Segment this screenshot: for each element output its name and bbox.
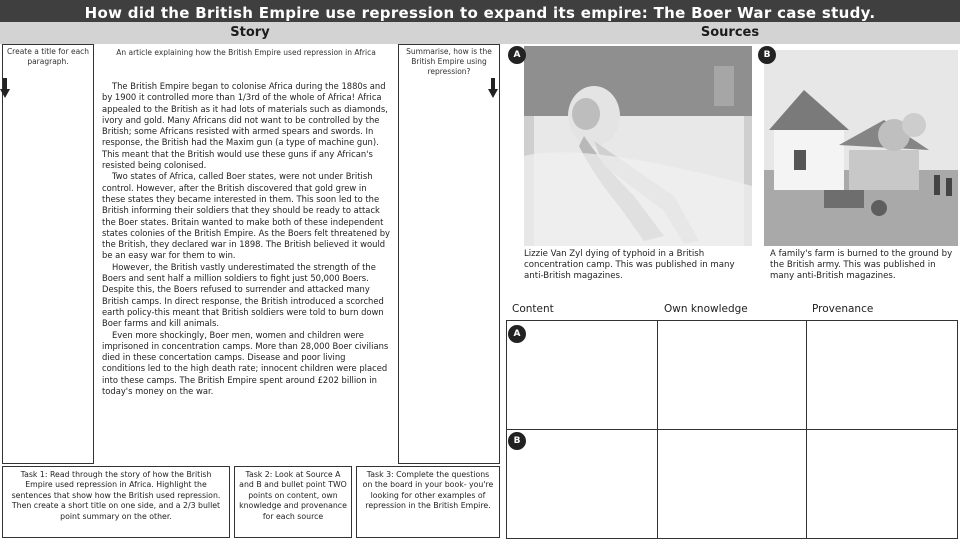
source-b-image [764,50,958,246]
source-a-caption: Lizzie Van Zyl dying of typhoid in a British concentration camp. This was published in many anti-British magazines. [524,249,735,281]
article-heading: An article explaining how the British Empire used repression in Africa [116,48,376,57]
column-header-own-knowledge: Own knowledge [664,303,748,315]
burning-farm-photo-icon [764,50,958,246]
row-badge-a: A [508,325,526,343]
table-cell-a-own-knowledge[interactable] [657,320,807,430]
table-cell-a-provenance[interactable] [806,320,958,430]
source-a-image [524,46,752,246]
table-cell-b-content[interactable] [506,429,658,539]
source-a-badge: A [508,46,526,64]
story-header [0,22,500,44]
source-b-badge: B [758,46,776,64]
down-arrow-icon [488,78,498,98]
task-3-box: Task 3: Complete the questions on the board in your book- you're looking for other examples of repression in the British Empire. [356,466,500,538]
article-text [102,81,390,397]
column-header-provenance: Provenance [812,303,874,315]
source-b-caption: A family's farm is burned to the ground by the British army. This was published in many anti-British magazines. [770,249,953,281]
sources-header [500,22,960,44]
table-cell-b-provenance[interactable] [806,429,958,539]
sources-heading: Sources [700,25,760,40]
article-paragraph-2: Two states of Africa, called Boer states, were not under British control. However, after the British discovered that gold grew in these states they became interested in them. This soon led to the British informing their soldiers that they should be ready to attack the Boer states. Britain wanted to make both of these independent states colonies of the British Empire. As the Boers felt threatened by the British, they declared war in 1898. The British believed it would be an easy war for them to win. [102,171,390,261]
task-2-box: Task 2: Look at Source A and B and bullet point TWO points on content, own knowledge and provenance for each source [234,466,352,538]
summary-prompt: Summarise, how is the British Empire using repression? [406,47,492,76]
title-prompt: Create a title for each paragraph. [6,47,90,66]
page-title: How did the British Empire use repression to expand its empire: The Boer War case study. [84,4,876,22]
title-column[interactable] [2,44,94,464]
article-paragraph-1: The British Empire began to colonise Africa during the 1880s and by 1900 it controlled more than 1/3rd of the whole of Africa! Africa appealed to the British as it had lots of materials such as diamonds, ivory and gold. Many Africans did not want to be controlled by the British; some Africans resisted with armed spears and swords. In response, the British had the Maxim gun (a type of machine gun). This meant that the British would use these guns if any African's resisted being colonised. [102,81,388,171]
article-paragraph-4: Even more shockingly, Boer men, women and children were imprisoned in concentration camps. More than 28,000 Boer civilians died in these concertation camps. Disease and poor living conditions led to the high death rate; innocent children were placed into these camps. The British Empire spent around £202 billion in today's money on the war. [102,329,389,397]
summary-column[interactable] [398,44,500,464]
table-cell-a-content[interactable] [506,320,658,430]
story-heading: Story [230,25,270,40]
article-panel [96,44,396,464]
column-header-content: Content [512,303,554,315]
task-1-box: Task 1: Read through the story of how the British Empire used repression in Africa. Highlight the sentences that show how the British used repression. Then create a short title on one side, and a 2/3 bullet point summary on the other. [2,466,230,538]
table-cell-b-own-knowledge[interactable] [657,429,807,539]
article-paragraph-3: However, the British vastly underestimated the strength of the Boers and sent half a million soldiers to fight just 50,000 Boers. Despite this, the Boers refused to surrender and attacked many British camps. In direct response, the British introduced a scorched earth policy-this meant that British soldiers were told to burn down Boer farms and kill animals. [102,261,384,329]
row-badge-b: B [508,432,526,450]
child-photo-icon [524,46,752,246]
down-arrow-icon [0,78,10,98]
